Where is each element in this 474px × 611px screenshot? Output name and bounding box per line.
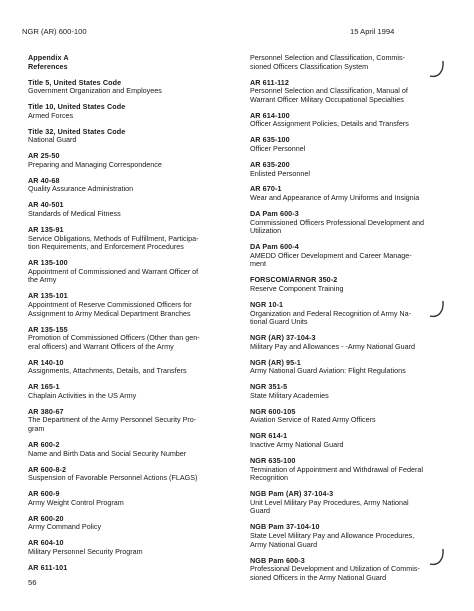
reference-entry	[28, 441, 240, 458]
reference-designation: AR 380-67	[28, 406, 64, 416]
reference-title: Personnel Selection and Classification, Commis- sioned Officers Classification System	[250, 53, 405, 71]
reference-designation: FORSCOM/ARNGR 350-2	[250, 275, 338, 285]
reference-entry	[250, 523, 450, 549]
references-right-column	[250, 54, 450, 590]
reference-designation: NGR 635-100	[250, 456, 296, 466]
reference-entry	[28, 359, 240, 376]
reference-title: Army National Guard Aviation: Flight Regulations	[250, 366, 406, 376]
reference-title: Army Weight Control Program	[28, 497, 124, 507]
reference-designation: AR 600-9	[28, 489, 60, 499]
reference-entry	[28, 128, 240, 145]
reference-title: AMEDD Officer Development and Career Manage- ment	[250, 250, 412, 269]
reference-title: Officer Personnel	[250, 143, 306, 153]
reference-title: Suspension of Favorable Personnel Actions (FLAGS)	[28, 473, 198, 483]
reference-entry	[250, 185, 450, 202]
reference-title: Promotion of Commissioned Officers (Other than gen- eral officers) and Warrant Officers of the Army	[28, 333, 200, 351]
reference-title: The Department of the Army Personnel Security Pro- gram	[28, 415, 197, 434]
reference-entry	[250, 334, 450, 351]
reference-title: National Guard	[28, 135, 77, 145]
reference-designation: AR 635-200	[250, 159, 290, 169]
reference-title: Professional Development and Utilization of Commis- sioned Officers in the Army National Guard	[250, 564, 420, 582]
reference-title: Enlisted Personnel	[250, 168, 310, 178]
reference-title: Appointment of Commissioned and Warrant Officer of the Army	[28, 266, 199, 285]
reference-entry	[28, 490, 240, 507]
reference-entry	[28, 226, 240, 252]
reference-entry	[250, 408, 450, 425]
reference-title: State Level Military Pay and Allowance Procedures, Army National Guard	[250, 530, 415, 549]
reference-title: Military Personnel Security Program	[28, 546, 143, 556]
reference-designation: NGB Pam (AR) 37-104-3	[250, 489, 334, 499]
reference-entry	[28, 466, 240, 483]
reference-title: Unit Level Military Pay Procedures, Army National Guard	[250, 497, 409, 516]
reference-designation: AR 600-2	[28, 440, 60, 450]
reference-designation: NGR (AR) 95-1	[250, 357, 301, 367]
reference-designation: AR 25-50	[28, 151, 60, 161]
reference-title: Termination of Appointment and Withdrawal of Federal Recognition	[250, 464, 423, 483]
reference-designation: NGR (AR) 37-104-3	[250, 333, 316, 343]
reference-designation: AR 600-20	[28, 513, 64, 523]
reference-title: Inactive Army National Guard	[250, 440, 344, 450]
reference-designation: AR 40-68	[28, 175, 60, 185]
reference-entry	[250, 490, 450, 516]
reference-title: Name and Birth Data and Social Security Number	[28, 448, 187, 458]
reference-entry	[28, 103, 240, 120]
reference-designation: AR 600-8-2	[28, 464, 67, 474]
reference-designation: Appendix A References	[28, 53, 69, 71]
reference-entry	[28, 515, 240, 532]
reference-designation: AR 135-100	[28, 258, 68, 268]
reference-designation: AR 165-1	[28, 382, 60, 392]
reference-entry	[28, 259, 240, 285]
reference-entry	[28, 79, 240, 96]
reference-designation: DA Pam 600-4	[250, 242, 299, 252]
reference-designation: Title 5, United States Code	[28, 77, 122, 87]
margin-hole-mark	[428, 548, 446, 570]
reference-entry	[28, 54, 240, 71]
reference-title: Quality Assurance Administration	[28, 184, 134, 194]
reference-title: Commissioned Officers Professional Development and Utilization	[250, 217, 425, 236]
reference-designation: AR 670-1	[250, 184, 282, 194]
reference-entry	[250, 136, 450, 153]
reference-designation: AR 614-100	[250, 110, 290, 120]
reference-entry	[250, 557, 450, 583]
reference-title: Appointment of Reserve Commissioned Officers for Assignment to Army Medical Department Branches	[28, 299, 192, 318]
header-regulation-number: NGR (AR) 600-100	[22, 27, 87, 36]
reference-entry	[250, 359, 450, 376]
reference-entry	[28, 564, 240, 573]
reference-title: Assignments, Attachments, Details, and Transfers	[28, 366, 187, 376]
reference-entry	[250, 276, 450, 293]
reference-entry	[28, 201, 240, 218]
reference-entry	[28, 152, 240, 169]
reference-entry	[250, 210, 450, 236]
reference-designation: AR 40-501	[28, 200, 64, 210]
reference-entry	[250, 383, 450, 400]
reference-title: Army Command Policy	[28, 522, 102, 532]
reference-entry	[28, 383, 240, 400]
reference-designation: AR 611-101	[28, 562, 68, 572]
reference-entry	[250, 54, 450, 71]
reference-designation: AR 604-10	[28, 538, 64, 548]
reference-title: Standards of Medical Fitness	[28, 209, 121, 219]
reference-entry	[250, 112, 450, 129]
reference-designation: Title 10, United States Code	[28, 102, 126, 112]
references-left-column	[28, 54, 240, 580]
reference-designation: NGB Pam 37-104-10	[250, 522, 320, 532]
reference-title: Reserve Component Training	[250, 284, 344, 293]
reference-entry	[250, 243, 450, 269]
reference-title: Military Pay and Allowances - -Army National Guard	[250, 341, 415, 351]
reference-designation: NGR 600-105	[250, 406, 296, 416]
reference-entry	[250, 432, 450, 449]
reference-title: Officer Assignment Policies, Details and Transfers	[250, 119, 409, 129]
reference-entry	[28, 326, 240, 352]
reference-title: Wear and Appearance of Army Uniforms and Insignia	[250, 193, 420, 203]
reference-designation: NGB Pam 600-3	[250, 555, 305, 565]
reference-title: Organization and Federal Recognition of Army Na- tional Guard Units	[250, 308, 412, 327]
reference-designation: AR 135-91	[28, 225, 64, 235]
reference-entry	[28, 408, 240, 434]
margin-hole-mark	[428, 300, 446, 322]
reference-title: Service Obligations, Methods of Fulfillment, Participa- tion Requirements, and Enforcement Procedures	[28, 233, 199, 252]
margin-hole-mark	[428, 60, 446, 82]
reference-title: Government Organization and Employees	[28, 86, 162, 96]
reference-entry	[250, 457, 450, 483]
reference-title: Armed Forces	[28, 110, 74, 120]
reference-designation: AR 135-155	[28, 324, 68, 334]
reference-designation: NGR 351-5	[250, 382, 288, 392]
reference-entry	[250, 301, 450, 327]
page-number: 56	[28, 578, 37, 587]
reference-designation: AR 140-10	[28, 357, 64, 367]
reference-designation: DA Pam 600-3	[250, 209, 299, 219]
reference-designation: NGR 10-1	[250, 299, 284, 309]
header-date: 15 April 1994	[350, 27, 395, 36]
reference-entry	[250, 79, 450, 105]
reference-title: Chaplain Activities in the US Army	[28, 390, 137, 400]
reference-title: Preparing and Managing Correspondence	[28, 159, 162, 169]
reference-designation: AR 611-112	[250, 77, 289, 87]
reference-entry	[28, 539, 240, 556]
reference-entry	[28, 177, 240, 194]
reference-entry	[250, 161, 450, 178]
reference-title: Aviation Service of Rated Army Officers	[250, 415, 376, 425]
reference-title: Personnel Selection and Classification, Manual of Warrant Officer Military Occupational Specialties	[250, 86, 408, 104]
reference-designation: AR 135-101	[28, 291, 68, 301]
reference-designation: Title 32, United States Code	[28, 126, 126, 136]
reference-designation: NGR 614-1	[250, 431, 288, 441]
reference-title: State Military Academies	[250, 390, 329, 400]
reference-designation: AR 635-100	[250, 135, 290, 145]
reference-entry	[28, 292, 240, 318]
